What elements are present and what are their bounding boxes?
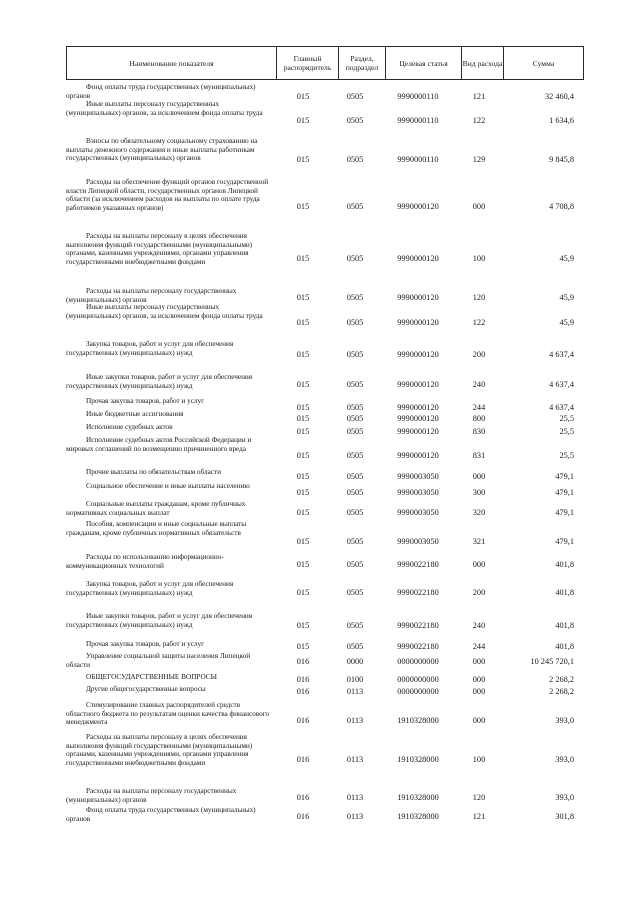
indicator-name: Расходы на выплаты персоналу государственных (муниципальных) органов	[66, 286, 237, 304]
chief-code: 015	[296, 116, 310, 125]
target-article: 9990000120	[397, 350, 439, 359]
section-code: 0505	[346, 621, 364, 630]
indicator-name: Исполнение судебных актов Российской Федерации и мировых соглашений по возмещению причиненного вреда	[66, 435, 252, 453]
target-article: 1910328000	[397, 755, 439, 764]
chief-code: 015	[296, 642, 310, 651]
indicator-name: Пособия, компенсации и иные социальные выплаты гражданам, кроме публичных нормативных обязательств	[66, 519, 247, 537]
section-code: 0113	[346, 755, 364, 764]
indicator-name: Закупка товаров, работ и услуг для обеспечения государственных (муниципальных) нужд	[66, 579, 234, 597]
expense-type: 000	[472, 687, 486, 696]
target-article: 9990022180	[397, 560, 439, 569]
expense-type: 320	[472, 508, 486, 517]
expense-type: 120	[472, 793, 486, 802]
expense-type: 000	[472, 657, 486, 666]
sum-value: 2 268,2	[549, 687, 574, 696]
expense-type: 240	[472, 380, 486, 389]
target-article: 0000000000	[397, 687, 439, 696]
indicator-name: Расходы на выплаты персоналу в целях обеспечения выполнения функций государственными (муниципальными) органами, казенными учреждениями, органами управления государственными внебюджетными фондами	[66, 231, 253, 266]
sum-value: 25,5	[559, 414, 574, 423]
indicator-name: Стимулирование главных распорядителей средств областного бюджета по результатам оценки качества финансового менеджмента	[66, 700, 270, 727]
chief-code: 015	[296, 414, 310, 423]
chief-code: 015	[296, 588, 310, 597]
target-article: 9990000110	[397, 116, 439, 125]
target-article: 9990022180	[397, 588, 439, 597]
expense-type: 830	[472, 427, 486, 436]
section-code: 0505	[346, 92, 364, 101]
section-code: 0505	[346, 403, 364, 412]
chief-code: 015	[296, 380, 310, 389]
section-code: 0505	[346, 488, 364, 497]
target-article: 9990000120	[397, 451, 439, 460]
chief-code: 015	[296, 508, 310, 517]
chief-code: 015	[296, 451, 310, 460]
expense-type: 000	[472, 675, 486, 684]
header-exptype: Вид расхода	[461, 47, 503, 79]
expense-type: 122	[472, 318, 486, 327]
expense-type: 321	[472, 537, 486, 546]
sum-value: 1 634,6	[549, 116, 574, 125]
expense-type: 121	[472, 812, 486, 821]
expense-type: 200	[472, 588, 486, 597]
target-article: 9990000120	[397, 380, 439, 389]
target-article: 9990000120	[397, 254, 439, 263]
target-article: 9990003050	[397, 537, 439, 546]
target-article: 9990000120	[397, 414, 439, 423]
section-code: 0113	[346, 812, 364, 821]
header-section: Раздел, подраздел	[338, 47, 385, 79]
expense-type: 000	[472, 716, 486, 725]
indicator-name: Расходы на выплаты персоналу в целях обеспечения выполнения функций государственными (муниципальными) органами, казенными учреждениями, органами управления государственными внебюджетными фондами	[66, 732, 253, 767]
expense-type: 000	[472, 472, 486, 481]
chief-code: 016	[296, 755, 310, 764]
expense-type: 800	[472, 414, 486, 423]
expense-type: 129	[472, 155, 486, 164]
indicator-name: ОБЩЕГОСУДАРСТВЕННЫЕ ВОПРОСЫ	[86, 672, 217, 681]
indicator-name: Расходы по использованию информационно-коммуникационных технологий	[66, 552, 224, 570]
chief-code: 015	[296, 155, 310, 164]
chief-code: 015	[296, 350, 310, 359]
indicator-name: Фонд оплаты труда государственных (муниципальных) органов	[66, 82, 256, 100]
header-sum: Сумма	[503, 47, 583, 79]
indicator-name: Иные выплаты персоналу государственных (муниципальных) органов, за исключением фонда оплаты труда	[66, 99, 263, 117]
chief-code: 016	[296, 812, 310, 821]
section-code: 0505	[346, 427, 364, 436]
expense-type: 244	[472, 403, 486, 412]
expense-type: 240	[472, 621, 486, 630]
section-code: 0505	[346, 202, 364, 211]
target-article: 9990000120	[397, 293, 439, 302]
indicator-name: Расходы на обеспечение функций органов государственной власти Липецкой области, государственных органов Липецкой области (за исключением расходов на выплаты по оплате труда работников указанных органов)	[66, 177, 269, 212]
chief-code: 015	[296, 318, 310, 327]
target-article: 9990003050	[397, 472, 439, 481]
sum-value: 479,1	[555, 508, 574, 517]
indicator-name: Управление социальной защиты населения Липецкой области	[66, 651, 251, 669]
sum-value: 393,0	[555, 793, 574, 802]
target-article: 9990003050	[397, 488, 439, 497]
chief-code: 015	[296, 621, 310, 630]
chief-code: 016	[296, 716, 310, 725]
chief-code: 015	[296, 293, 310, 302]
section-code: 0113	[346, 793, 364, 802]
section-code: 0505	[346, 414, 364, 423]
target-article: 9990022180	[397, 642, 439, 651]
chief-code: 016	[296, 793, 310, 802]
sum-value: 401,8	[555, 621, 574, 630]
expense-type: 121	[472, 92, 486, 101]
indicator-name: Иные закупки товаров, работ и услуг для обеспечения государственных (муниципальных) нужд	[66, 372, 253, 390]
chief-code: 016	[296, 657, 310, 666]
sum-value: 4 637,4	[549, 350, 574, 359]
indicator-name: Прочая закупка товаров, работ и услуг	[86, 396, 205, 405]
target-article: 9990000120	[397, 202, 439, 211]
sum-value: 2 268,2	[549, 675, 574, 684]
section-code: 0505	[346, 116, 364, 125]
section-code: 0505	[346, 642, 364, 651]
indicator-name: Фонд оплаты труда государственных (муниципальных) органов	[66, 805, 256, 823]
header-name: Наименование показателя	[129, 58, 214, 68]
target-article: 1910328000	[397, 793, 439, 802]
section-code: 0113	[346, 716, 364, 725]
chief-code: 015	[296, 254, 310, 263]
sum-value: 401,8	[555, 560, 574, 569]
section-code: 0505	[346, 508, 364, 517]
indicator-name: Прочие выплаты по обязательствам области	[86, 467, 221, 476]
section-code: 0000	[346, 657, 364, 666]
section-code: 0505	[346, 451, 364, 460]
chief-code: 016	[296, 675, 310, 684]
target-article: 0000000000	[397, 657, 439, 666]
section-code: 0505	[346, 350, 364, 359]
sum-value: 45,9	[559, 293, 574, 302]
chief-code: 015	[296, 488, 310, 497]
target-article: 9990000110	[397, 155, 439, 164]
target-article: 1910328000	[397, 716, 439, 725]
expense-type: 831	[472, 451, 486, 460]
sum-value: 9 845,8	[549, 155, 574, 164]
sum-value: 301,8	[555, 812, 574, 821]
indicator-name: Социальное обеспечение и иные выплаты населению	[86, 481, 250, 490]
section-code: 0100	[346, 675, 364, 684]
section-code: 0505	[346, 254, 364, 263]
chief-code: 015	[296, 427, 310, 436]
indicator-name: Иные закупки товаров, работ и услуг для обеспечения государственных (муниципальных) нужд	[66, 611, 253, 629]
sum-value: 4 708,8	[549, 202, 574, 211]
expense-type: 120	[472, 293, 486, 302]
section-code: 0505	[346, 318, 364, 327]
sum-value: 479,1	[555, 472, 574, 481]
chief-code: 015	[296, 403, 310, 412]
section-code: 0505	[346, 155, 364, 164]
sum-value: 4 637,4	[549, 403, 574, 412]
sum-value: 401,8	[555, 588, 574, 597]
indicator-name: Иные выплаты персоналу государственных (муниципальных) органов, за исключением фонда оплаты труда	[66, 302, 263, 320]
sum-value: 10 245 720,1	[530, 657, 574, 666]
section-code: 0505	[346, 588, 364, 597]
expense-type: 122	[472, 116, 486, 125]
expense-type: 200	[472, 350, 486, 359]
target-article: 0000000000	[397, 675, 439, 684]
section-code: 0113	[346, 687, 364, 696]
header-chief: Главный распорядитель	[276, 47, 338, 79]
sum-value: 45,9	[559, 254, 574, 263]
target-article: 9990000110	[397, 92, 439, 101]
section-code: 0505	[346, 537, 364, 546]
section-code: 0505	[346, 472, 364, 481]
sum-value: 393,0	[555, 716, 574, 725]
indicator-name: Взносы по обязательному социальному страхованию на выплаты денежного содержания и иные выплаты работникам государственных (муниципальных) органов	[66, 136, 258, 163]
chief-code: 015	[296, 92, 310, 101]
header-target: Целевая статья	[385, 47, 461, 79]
sum-value: 45,9	[559, 318, 574, 327]
table-header	[66, 46, 584, 80]
chief-code: 015	[296, 202, 310, 211]
expense-type: 000	[472, 560, 486, 569]
indicator-name: Закупка товаров, работ и услуг для обеспечения государственных (муниципальных) нужд	[66, 339, 234, 357]
section-code: 0505	[346, 380, 364, 389]
sum-value: 32 460,4	[544, 92, 574, 101]
expense-type: 100	[472, 254, 486, 263]
sum-value: 25,5	[559, 451, 574, 460]
target-article: 1910328000	[397, 812, 439, 821]
expense-type: 000	[472, 202, 486, 211]
target-article: 9990003050	[397, 508, 439, 517]
sum-value: 393,0	[555, 755, 574, 764]
target-article: 9990022180	[397, 621, 439, 630]
chief-code: 016	[296, 687, 310, 696]
indicator-name: Прочая закупка товаров, работ и услуг	[86, 639, 205, 648]
expense-type: 244	[472, 642, 486, 651]
indicator-name: Исполнение судебных актов	[86, 422, 173, 431]
sum-value: 4 637,4	[549, 380, 574, 389]
section-code: 0505	[346, 560, 364, 569]
sum-value: 401,8	[555, 642, 574, 651]
sum-value: 479,1	[555, 488, 574, 497]
indicator-name: Иные бюджетные ассигнования	[86, 409, 184, 418]
indicator-name: Социальные выплаты гражданам, кроме публичных нормативных социальных выплат	[66, 499, 246, 517]
section-code: 0505	[346, 293, 364, 302]
sum-value: 25,5	[559, 427, 574, 436]
target-article: 9990000120	[397, 427, 439, 436]
indicator-name: Другие общегосударственные вопросы	[86, 684, 206, 693]
expense-type: 100	[472, 755, 486, 764]
sum-value: 479,1	[555, 537, 574, 546]
indicator-name: Расходы на выплаты персоналу государственных (муниципальных) органов	[66, 786, 237, 804]
target-article: 9990000120	[397, 403, 439, 412]
expense-type: 300	[472, 488, 486, 497]
chief-code: 015	[296, 560, 310, 569]
target-article: 9990000120	[397, 318, 439, 327]
chief-code: 015	[296, 537, 310, 546]
chief-code: 015	[296, 472, 310, 481]
